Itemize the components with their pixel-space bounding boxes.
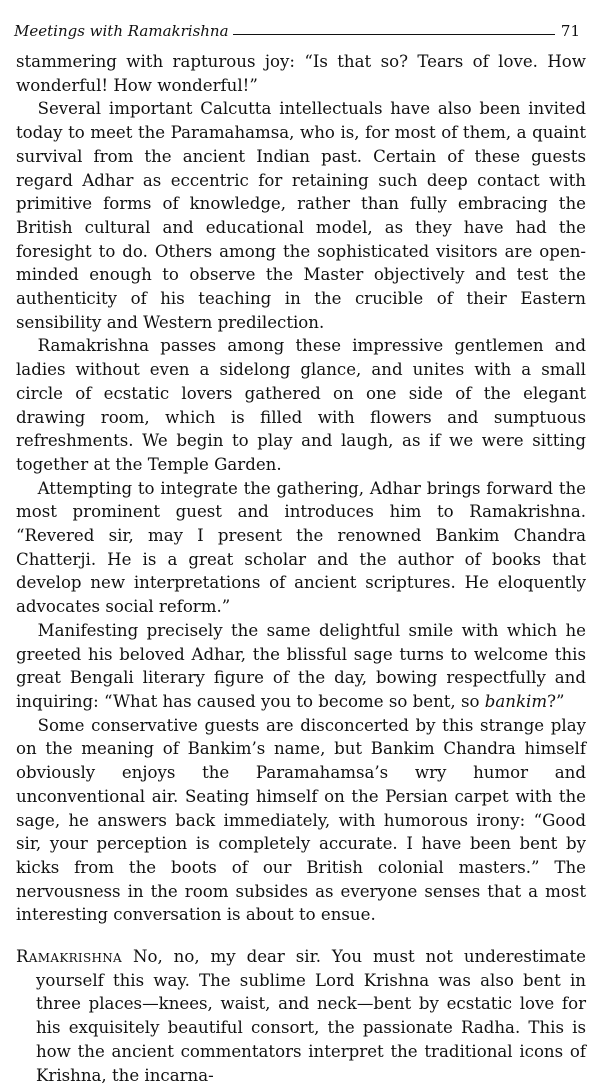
header-rule xyxy=(233,34,555,35)
running-title: Meetings with Ramakrishna xyxy=(14,22,229,40)
paragraph-4: Attempting to integrate the gathering, Adhar brings forward the most prominent guest and introduces him to Ramakrishna. “Revered sir, may I present the renowned Bankim Chandra Chatterji. He is a great scholar and the author of books that develop new interpretations of ancient scriptures. He eloquently advocates social reform.” xyxy=(16,478,586,617)
paragraph-6: Some conservative guests are disconcerted by this strange play on the meaning of Bankim’s name, but Bankim Chandra himself obviously enjoys the Paramahamsa’s wry humor and unconventional air. Seating himself on the Persian carpet with the sage, he answers back immediately, with humorous irony: “Good sir, your perception is completely accurate. I have been bent by kicks from the boots of our British colonial masters.” The nervousness in the room subsides as everyone senses that a most interesting conversation is about to ensue. xyxy=(16,715,586,925)
running-header xyxy=(14,16,580,40)
page-number: 71 xyxy=(560,22,580,40)
dialogue-block xyxy=(16,945,586,1087)
speaker-name: Ramakrishna xyxy=(16,947,123,967)
paragraph-5-end: ?” xyxy=(547,691,565,711)
dialogue-text: No, no, my dear sir. You must not underestimate yourself this way. The sublime Lord Krishna was also bent in three places—knees, waist, and neck—bent by ecstatic love for his exquisitely beautiful consort, the passionate Radha. This is how the ancient commentators interpret the traditional icons of Krishna, the incarna- xyxy=(36,947,586,1085)
paragraph-5-text: Manifesting precisely the same delightful smile with which he greeted his beloved Adhar, the blissful sage turns to welcome this great Bengali literary figure of the day, bowing respectfully and inquiring: “What has caused you to become so bent, so xyxy=(16,620,586,711)
paragraph-2: Several important Calcutta intellectuals have also been invited today to meet the Paramahamsa, who is, for most of them, a quaint survival from the ancient Indian past. Certain of these guests regard Adhar as eccentric for retaining such deep contact with primitive forms of knowledge, rather than fully embracing the British cultural and educational model, as they have had the foresight to do. Others among the sophisticated visitors are open-minded enough to observe the Master objectively and test the authenticity of his teaching in the crucible of their Eastern sensibility and Western predilection. xyxy=(16,99,586,332)
paragraph-5 xyxy=(16,619,586,714)
paragraph-1: stammering with rapturous joy: “Is that so? Tears of love. How wonderful! How wonderful!” xyxy=(16,52,586,95)
paragraph-3: Ramakrishna passes among these impressive gentlemen and ladies without even a sidelong glance, and unites with a small circle of ecstatic lovers gathered on one side of the elegant drawing room, which is filled with flowers and sumptuous refreshments. We begin to play and laugh, as if we were sitting together at the Temple Garden. xyxy=(16,336,586,474)
emphasis-bankim: bankim xyxy=(484,691,548,711)
page-body xyxy=(16,50,586,1087)
